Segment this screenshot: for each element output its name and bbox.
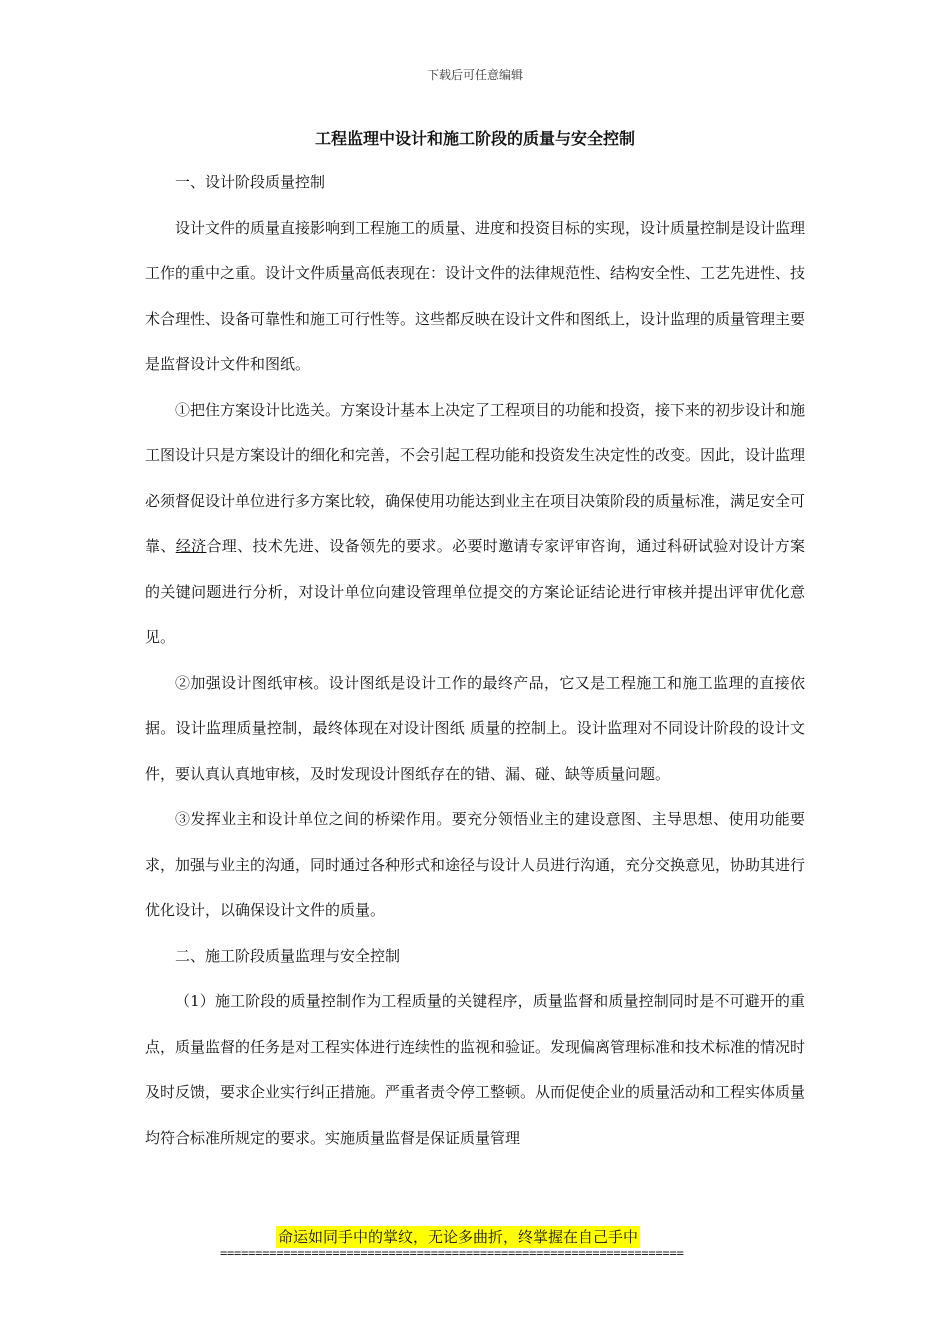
paragraph-construction-quality: （1）施工阶段的质量控制作为工程质量的关键程序，质量监督和质量控制同时是不可避开的重点，质量监督的任务是对工程实体进行连续性的监视和验证。发现偏离管理标准和技术标准的情况时及时反馈，要求企业实行纠正措施。严重者责令停工整顿。从而促使企业的质量活动和工程实体质量均符合标准所规定的要求。实施质量监督是保证质量管理	[145, 992, 806, 1147]
document-body	[145, 160, 805, 1161]
header-note: 下载后可任意编辑	[426, 68, 523, 82]
section-heading-construction: 二、施工阶段质量监理与安全控制	[175, 946, 401, 965]
paragraph-text-part: ①把住方案设计比选关。方案设计基本上决定了工程项目的功能和投资，接下来的初步设计和施工图设计只是方案设计的细化和完善，不会引起工程功能和投资发生决定性的改变。因此，设计监理必须督促设计单位进行多方案比较，确保使用功能达到业主在项目决策阶段的质量标准，满足安全可靠、	[145, 400, 806, 555]
paragraph-scheme-selection	[145, 388, 805, 661]
economy-link[interactable]: 经济	[175, 537, 207, 555]
paragraph-design-intro: 设计文件的质量直接影响到工程施工的质量、进度和投资目标的实现，设计质量控制是设计监理工作的重中之重。设计文件质量高低表现在：设计文件的法律规范性、结构安全性、工艺先进性、技术合理性、设备可靠性和施工可行性等。这些都反映在设计文件和图纸上，设计监理的质量管理主要是监督设计文件和图纸。	[145, 218, 806, 373]
paragraph-bridge-role: ③发挥业主和设计单位之间的桥梁作用。要充分领悟业主的建设意图、主导思想、使用功能要求，加强与业主的沟通，同时通过各种形式和途径与设计人员进行沟通，充分交换意见，协助其进行优化设计，以确保设计文件的质量。	[145, 810, 806, 919]
paragraph-drawing-review: ②加强设计图纸审核。设计图纸是设计工作的最终产品，它又是工程施工和施工监理的直接依据。设计监理质量控制，最终体现在对设计图纸 质量的控制上。设计监理对不同设计阶段的设计文件，要认真认真地审核，及时发现设计图纸存在的错、漏、碰、缺等质量问题。	[145, 673, 805, 783]
document-title: 工程监理中设计和施工阶段的质量与安全控制	[314, 129, 635, 148]
section-heading-design: 一、设计阶段质量控制	[175, 173, 326, 191]
paragraph-text-part: 合理、技术先进、设备领先的要求。必要时邀请专家评审咨询，通过科研试验对设计方案的关键问题进行分析，对设计单位向建设管理单位提交的方案论证结论进行审核并提出评审优化意见。	[145, 537, 805, 646]
footer-divider: ==================================================================	[220, 1246, 684, 1260]
footer-motto: 命运如同手中的掌纹，无论多曲折，终掌握在自己手中	[278, 1228, 639, 1246]
